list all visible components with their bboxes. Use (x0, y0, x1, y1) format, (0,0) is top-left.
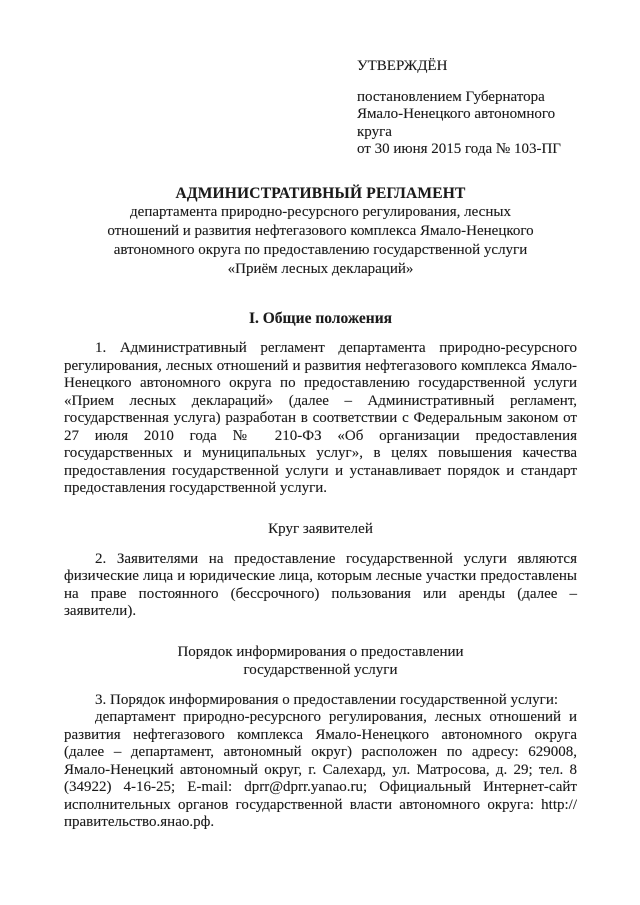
paragraph-1-regulation-basis: 1. Административный регламент департамента природно-ресурсного регулирования, лесных отношений и развития нефтегазового комплекса Ямало-Ненецкого автономного округа по предоставлению государственной услуги «Прием лесных деклараций» (далее – Административный регламент, государственная услуга) разработан в соответствии с Федеральным законом от 27 июля 2010 года № 210-ФЗ «Об организации предоставления государственных и муниципальных услуг», в целях повышения качества предоставления государственной услуги и устанавливает порядок и стандарт предоставления государственной услуги. (64, 340, 577, 496)
document-title: АДМИНИСТРАТИВНЫЙ РЕГЛАМЕНТ (175, 184, 466, 202)
approval-status: УТВЕРЖДЁН (357, 58, 448, 74)
paragraph-2-applicants: 2. Заявителями на предоставление государственной услуги являются физические лица и юридические лица, которым лесные участки предоставлены на праве постоянного (бессрочного) пользования или аренды (далее – заявители). (64, 550, 577, 619)
section-heading-general-provisions: I. Общие положения (248, 309, 393, 327)
document-subtitle: департамента природно-ресурсного регулирования, лесных отношений и развития нефтегазового комплекса Ямало-Ненецкого автономного округа по предоставлению государственной услуги «Приём лесных деклараций» (107, 203, 534, 277)
approval-line-authority: постановлением Губернатора (357, 88, 545, 105)
paragraph-3-department-contacts: департамент природно-ресурсного регулирования, лесных отношений и развития нефтегазового комплекса Ямало-Ненецкого автономного округа (далее – департамент, автономный округ) расположен по адресу: 629008, Ямало-Ненецкий автономный округ, г. Салехард, ул. Матросова, д. 29; тел. 8 (34922) 4-16-25; E-mail: dprr@dprr.yanao.ru; Официальный Интернет-сайт исполнительных органов государственной власти автономного округа: http://правительство.янао.рф. (64, 709, 577, 830)
paragraph-3-intro: 3. Порядок информирования о предоставлении государственной услуги: (95, 691, 559, 708)
title-block (64, 184, 577, 279)
section-heading-informing-line-1: Порядок информирования о предоставлении (177, 643, 464, 660)
approval-block (357, 58, 577, 159)
section-heading-applicants: Круг заявителей (268, 520, 373, 537)
approval-line-date-number: от 30 июня 2015 года № 103-ПГ (357, 141, 561, 157)
section-heading-informing-line-2: государственной услуги (243, 661, 398, 678)
approval-line-region: Ямало-Ненецкого автономного круга (357, 106, 556, 140)
section-heading-informing (64, 643, 577, 679)
